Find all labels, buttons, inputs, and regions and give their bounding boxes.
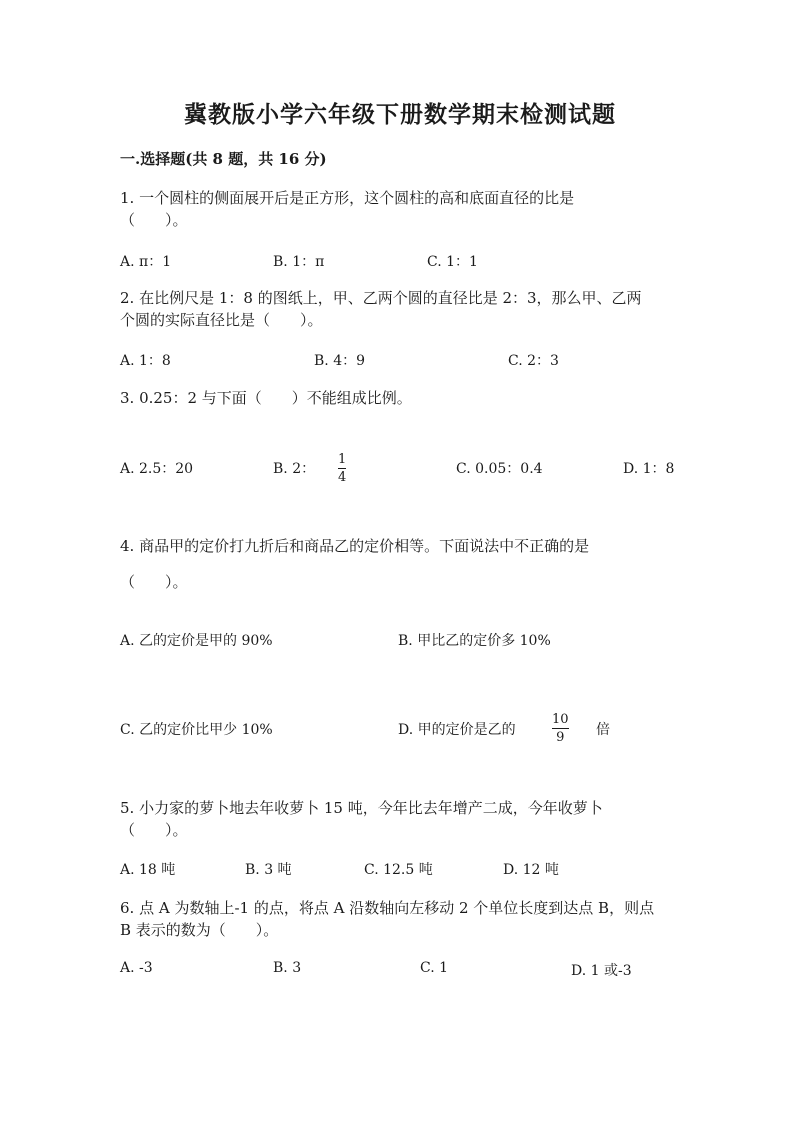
question-4-option-d[interactable]: D. 甲的定价是乙的: [398, 722, 516, 738]
fraction-bar: [338, 468, 346, 469]
question-3-line-1: 3. 0.25：2 与下面（ ）不能组成比例。: [120, 389, 412, 407]
question-2-option-a[interactable]: A. 1：8: [120, 353, 171, 369]
question-4-option-a[interactable]: A. 乙的定价是甲的 90%: [120, 633, 273, 649]
fraction-numerator: 10: [552, 712, 569, 727]
question-1-option-a[interactable]: A. π：1: [120, 254, 172, 270]
question-3-option-a[interactable]: A. 2.5：20: [120, 461, 194, 477]
question-4-line-2: （ ）。: [120, 573, 188, 591]
section-heading: 一.选择题(共 8 题，共 16 分): [120, 150, 327, 168]
question-6-option-a[interactable]: A. -3: [120, 960, 153, 976]
question-4-option-b[interactable]: B. 甲比乙的定价多 10%: [398, 633, 551, 649]
question-2-line-1: 2. 在比例尺是 1：8 的图纸上，甲、乙两个圆的直径比是 2：3，那么甲、乙两: [120, 289, 642, 307]
question-5-option-a[interactable]: A. 18 吨: [120, 862, 176, 878]
question-3-option-b[interactable]: B. 2：: [273, 461, 316, 477]
question-2-option-b[interactable]: B. 4：9: [314, 353, 366, 369]
fraction-numerator: 1: [338, 452, 347, 467]
question-5-option-d[interactable]: D. 12 吨: [503, 862, 559, 878]
question-1-line-1: 1. 一个圆柱的侧面展开后是正方形，这个圆柱的高和底面直径的比是: [120, 189, 575, 207]
question-6-line-2: B 表示的数为（ ）。: [120, 921, 279, 939]
question-6-option-b[interactable]: B. 3: [273, 960, 302, 976]
question-6-line-1: 6. 点 A 为数轴上-1 的点，将点 A 沿数轴向左移动 2 个单位长度到达点 B，则点: [120, 899, 655, 917]
fraction-denominator: 9: [556, 730, 565, 745]
question-1-line-2: （ ）。: [120, 211, 188, 229]
question-2-option-c[interactable]: C. 2：3: [508, 353, 559, 369]
question-5-option-b[interactable]: B. 3 吨: [245, 862, 292, 878]
question-4-option-d-suffix: 倍: [596, 722, 610, 738]
question-6-option-c[interactable]: C. 1: [420, 960, 449, 976]
question-3-option-b-fraction: [338, 452, 346, 485]
question-4-option-d-fraction: [552, 712, 569, 745]
question-4-option-c[interactable]: C. 乙的定价比甲少 10%: [120, 722, 273, 738]
question-4-line-1: 4. 商品甲的定价打九折后和商品乙的定价相等。下面说法中不正确的是: [120, 537, 590, 555]
fraction-denominator: 4: [338, 470, 347, 485]
question-3-option-c[interactable]: C. 0.05：0.4: [456, 461, 543, 477]
question-1-option-c[interactable]: C. 1：1: [427, 254, 478, 270]
question-5-line-2: （ ）。: [120, 821, 188, 839]
question-5-line-1: 5. 小力家的萝卜地去年收萝卜 15 吨，今年比去年增产二成，今年收萝卜: [120, 799, 603, 817]
question-2-line-2: 个圆的实际直径比是（ ）。: [120, 311, 323, 329]
question-1-option-b[interactable]: B. 1：π: [273, 254, 325, 270]
question-5-option-c[interactable]: C. 12.5 吨: [364, 862, 433, 878]
fraction-bar: [552, 728, 569, 729]
page-title: 冀教版小学六年级下册数学期末检测试题: [184, 101, 616, 128]
question-3-option-d[interactable]: D. 1：8: [623, 461, 675, 477]
question-6-option-d[interactable]: D. 1 或-3: [571, 963, 632, 979]
